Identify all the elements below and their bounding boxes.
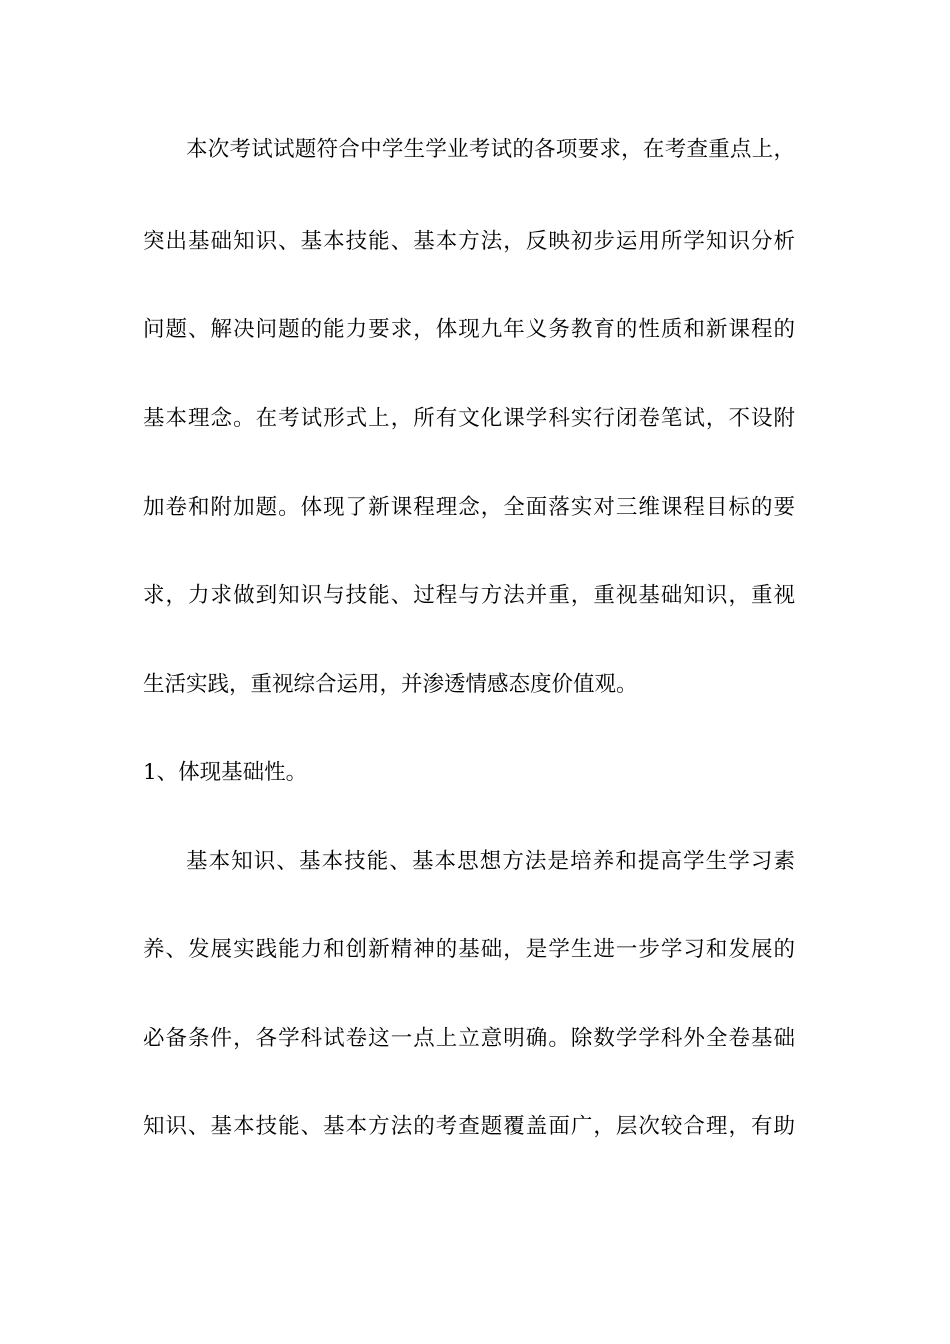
- paragraph-2-line-2: 养、发展实践能力和创新精神的基础，是学生进一步学习和发展的: [143, 937, 795, 962]
- paragraph-1-line-3: 问题、解决问题的能力要求，体现九年义务教育的性质和新课程的: [143, 317, 795, 342]
- paragraph-2-line-3: 必备条件，各学科试卷这一点上立意明确。除数学学科外全卷基础: [143, 1026, 795, 1051]
- paragraph-2-line-1: 基本知识、基本技能、基本思想方法是培养和提高学生学习素: [186, 849, 795, 874]
- paragraph-1-line-4: 基本理念。在考试形式上，所有文化课学科实行闭卷笔试，不设附: [143, 406, 795, 431]
- paragraph-1-line-7: 生活实践，重视综合运用，并渗透情感态度价值观。: [143, 672, 638, 697]
- paragraph-1-line-1: 本次考试试题符合中学生学业考试的各项要求，在考查重点上，: [186, 137, 795, 162]
- paragraph-1-line-5: 加卷和附加题。体现了新课程理念，全面落实对三维课程目标的要: [143, 495, 795, 520]
- paragraph-1-line-6: 求，力求做到知识与技能、过程与方法并重，重视基础知识，重视: [143, 583, 795, 608]
- section-heading-1: 1、体现基础性。: [143, 760, 308, 785]
- paragraph-2-line-4: 知识、基本技能、基本方法的考查题覆盖面广，层次较合理，有助: [143, 1114, 795, 1139]
- paragraph-1-line-2: 突出基础知识、基本技能、基本方法，反映初步运用所学知识分析: [143, 229, 795, 254]
